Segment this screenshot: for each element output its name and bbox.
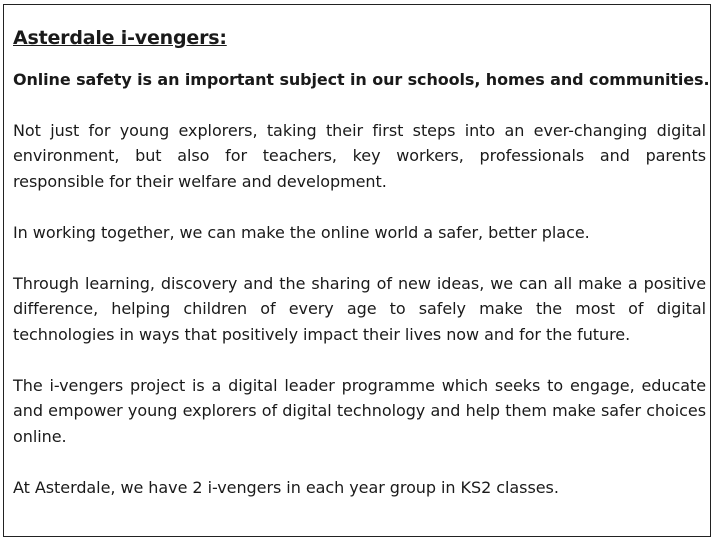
paragraph-learning: Through learning, discovery and the sharing of new ideas, we can all make a positive difference, helping children of every age to safely make the most of digital technologies in ways that positively impact their lives now and for the future.: [13, 274, 706, 344]
paragraph-working-together: In working together, we can make the online world a safer, better place.: [13, 222, 590, 242]
paragraph-project: The i-vengers project is a digital leader programme which seeks to engage, educate and empower young explorers of digital technology and help them make safer choices online.: [13, 376, 706, 446]
document-body: [13, 26, 710, 500]
page-title: Asterdale i-vengers:: [13, 27, 227, 49]
paragraph-asterdale: At Asterdale, we have 2 i-vengers in each year group in KS2 classes.: [13, 477, 559, 497]
paragraph-audience: Not just for young explorers, taking their first steps into an ever-changing digital environment, but also for teachers, key workers, professionals and parents responsible for their welfare and development.: [13, 121, 706, 191]
document-frame: [3, 4, 711, 537]
lead-statement: Online safety is an important subject in our schools, homes and communities.: [13, 70, 710, 89]
